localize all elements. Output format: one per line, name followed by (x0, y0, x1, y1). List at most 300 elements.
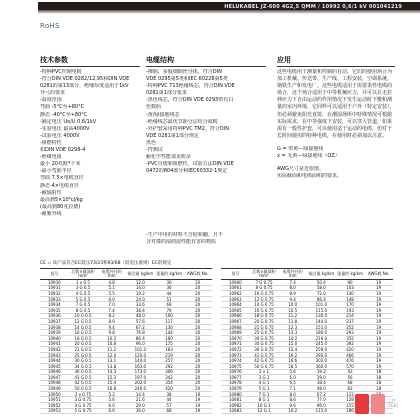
cell-copper: 302.0 (315, 358, 328, 364)
structure-line: -PVC自熄和阻燃性，试验方法DIN VDE (146, 161, 234, 168)
cell-diameter: 13.1 (107, 358, 117, 364)
cell-copper: 163.0 (134, 363, 147, 369)
cell-diameter: 7.4 (289, 279, 296, 285)
cell-part-no: 10966 (228, 313, 242, 319)
tech-params-list (40, 69, 140, 218)
structure-line: 0281第1部分要求 (146, 90, 187, 97)
cell-weight: 103 (346, 285, 354, 291)
cell-diameter: 14.3 (107, 369, 117, 375)
cell-part-no: 10936 (47, 313, 61, 319)
cell-part-no: 10948 (47, 380, 61, 386)
cell-weight: 38 (166, 391, 172, 397)
cell-weight: 214 (346, 313, 354, 319)
cell-diameter: 9.4 (108, 324, 115, 330)
tech-param-line: 静态 4×电缆直径 (40, 182, 79, 189)
application-section (277, 56, 395, 180)
cell-diameter: 16.2 (288, 352, 298, 358)
cell-cores: 16 G 0.75 (254, 307, 274, 313)
cell-awg: 19 (376, 318, 382, 324)
cell-diameter: 15.4 (288, 346, 298, 352)
cell-cores: 8 G 0.5 (75, 307, 91, 313)
cell-weight: 175 (165, 341, 173, 347)
cell-copper: 96.0 (316, 402, 326, 408)
cell-part-no: 10973 (228, 352, 242, 358)
structure-line: -特种PVC T13绝缘线芯，符合DIN VDE (146, 83, 235, 90)
cell-copper: 48.0 (135, 313, 145, 319)
fill-note: 实际截面和电缆面积的要求， (277, 173, 343, 180)
cell-part-no: 10980 (228, 391, 242, 397)
cell-awg: 20 (195, 369, 201, 375)
cell-weight: 292 (165, 363, 173, 369)
tech-param-line: -耐紫外线 (40, 210, 62, 217)
cell-awg: 18 (376, 380, 382, 386)
cell-diameter: 13.3 (288, 330, 298, 336)
cell-copper: 360.0 (315, 363, 328, 369)
cell-awg: 20 (195, 285, 201, 291)
cell-copper: 29.0 (316, 374, 326, 380)
cell-cores: 25 G 0.75 (254, 330, 274, 336)
structure-line: 0472的804部分和IEC60332-1规定 (146, 168, 228, 175)
cable-print-text: HELUKABEL JZ-600 4G2,5 QMM / 10992 0,6/1 kV 001041219 (224, 3, 402, 10)
ce-note: CE = 该产品符合EC低压73/23和93/68（低电压准则）EC的规定 (40, 261, 172, 266)
cell-weight: 257 (165, 358, 173, 364)
cell-diameter: 9.8 (108, 330, 115, 336)
cell-diameter: 7.0 (108, 302, 115, 308)
structure-line: 黑色 (146, 139, 157, 146)
cell-cores: 18 G 0.75 (254, 313, 274, 319)
cell-cores: 2 x 0.75 (74, 391, 92, 397)
cell-weight: 466 (346, 352, 354, 358)
cell-copper: 259.0 (315, 346, 328, 352)
cell-copper: 86.4 (135, 335, 145, 341)
structure-line (146, 183, 266, 190)
tech-params-section (40, 56, 140, 218)
cell-diameter: 10.0 (288, 302, 298, 308)
cell-weight: 130 (346, 290, 354, 296)
cell-awg: 19 (376, 335, 382, 341)
cell-copper: 101.0 (315, 302, 328, 308)
cell-weight: 476 (346, 358, 354, 364)
cell-part-no: 10938 (47, 324, 61, 330)
cell-part-no: 10939 (47, 330, 61, 336)
cell-part-no: 10930 (47, 279, 61, 285)
cell-weight: 160 (165, 335, 173, 341)
cell-cores: 50 G 0.5 (74, 386, 92, 392)
cell-cores: 14 G 0.75 (254, 302, 274, 308)
cell-awg: 18 (376, 386, 382, 392)
cell-cores: 21 G 0.5 (74, 346, 92, 352)
cell-diameter: 10.3 (107, 335, 117, 341)
cell-weight: 68 (347, 380, 353, 386)
structure-line (146, 225, 266, 232)
cell-copper: 19.2 (135, 290, 145, 296)
cell-cores: 25 G 0.5 (74, 352, 92, 358)
cell-copper: 216.0 (315, 335, 328, 341)
cell-awg: 20 (195, 279, 201, 285)
cell-diameter: 13.8 (107, 363, 117, 369)
cell-weight: 112 (346, 391, 354, 397)
cell-part-no: 10972 (228, 346, 242, 352)
table-row (40, 409, 212, 415)
cell-weight: 392 (346, 341, 354, 347)
cell-cores: 34 G 0.75 (254, 341, 274, 347)
cell-diameter: 10.2 (288, 408, 298, 414)
watermark-line: 工控 (388, 398, 396, 403)
cell-diameter: 7.1 (289, 386, 296, 392)
cell-part-no: 10940 (47, 335, 61, 341)
cell-weight: 51 (166, 296, 172, 302)
col-header-part-no: 货号 (50, 270, 59, 276)
cell-cores: 5 G 0.75 (74, 408, 92, 414)
section-divider (146, 66, 266, 67)
cell-weight: 420 (165, 386, 173, 392)
cell-cores: 4 G 1 (258, 380, 270, 386)
cell-weight: 237 (346, 318, 354, 324)
cell-cores: 21 G 0.75 (254, 324, 274, 330)
cell-part-no: 10983 (228, 408, 242, 414)
structure-line (146, 218, 266, 225)
cell-weight: 148 (346, 296, 354, 302)
cell-copper: 120.0 (134, 352, 147, 358)
cell-cores: 8 G 0.75 (255, 285, 273, 291)
cell-weight: 342 (165, 374, 173, 380)
cell-copper: 144.0 (315, 318, 328, 324)
cell-weight: 79 (166, 307, 172, 313)
col-header-diameter: 电缆外径约 mm (101, 268, 122, 278)
cell-part-no: 10976 (228, 369, 242, 375)
cell-diameter: 8.9 (289, 290, 296, 296)
cell-weight: 352 (346, 335, 354, 341)
tech-param-line: -耐辐射性 (40, 189, 62, 196)
col-header-awg: AWG数 No. (367, 270, 390, 276)
cell-awg: 18 (376, 374, 382, 380)
cell-awg: 20 (195, 352, 201, 358)
cell-cores: 41 G 0.75 (254, 352, 274, 358)
cell-diameter: 5.5 (108, 290, 115, 296)
cell-part-no: 10942 (47, 346, 61, 352)
cell-part-no: 10931 (47, 285, 61, 291)
cell-part-no: 10979 (228, 386, 242, 392)
tech-param-line: 弯曲 7.5×电缆直径 (40, 175, 84, 182)
cell-cores: 5 G 1 (258, 386, 270, 392)
table-header (40, 268, 212, 280)
cell-copper: 77.0 (316, 397, 326, 403)
cell-part-no: 10951 (47, 397, 61, 403)
col-header-cores: 芯数×截面积 mm² (252, 268, 276, 278)
cell-awg: 19 (376, 352, 382, 358)
structure-line: -黑色线芯，符合DIN VDE 0293带有白 (146, 97, 234, 104)
cell-part-no: 10935 (47, 307, 61, 313)
cable-structure-section (146, 56, 266, 246)
cell-awg: 19 (376, 302, 382, 308)
cell-part-no: 10933 (47, 296, 61, 302)
cell-cores: 2 x 0.5 (76, 279, 90, 285)
cell-diameter: 8.0 (289, 391, 296, 397)
cell-copper: 96.0 (135, 341, 145, 347)
cell-copper: 130.0 (315, 313, 328, 319)
cell-weight: 30 (166, 279, 172, 285)
cell-weight: 252 (346, 324, 354, 330)
cell-awg: 19 (376, 330, 382, 336)
cell-copper: 240.0 (134, 386, 147, 392)
tech-param-line: 最小 20兆欧*千米 (40, 161, 81, 168)
cell-awg: 19 (195, 391, 201, 397)
cell-weight: 57 (166, 402, 172, 408)
cell-part-no: 10968 (228, 324, 242, 330)
cell-weight: 306 (165, 369, 173, 375)
cell-copper: 245.0 (315, 341, 328, 347)
tech-param-line: (最高到80兆拉德) (40, 203, 81, 210)
cell-cores: 7 G 0.75 (255, 279, 273, 285)
cell-diameter: 8.6 (289, 397, 296, 403)
cell-copper: 72.0 (316, 290, 326, 296)
cell-copper: 50.4 (316, 279, 326, 285)
cell-copper: 115.0 (315, 408, 328, 414)
cell-awg: 20 (195, 290, 201, 296)
cell-part-no: 10964 (228, 302, 242, 308)
cable-structure-title: 电缆结构 (146, 56, 174, 64)
tech-param-line: -试验电压 4000V (40, 132, 80, 139)
cell-weight: 68 (166, 408, 172, 414)
cell-awg: 19 (376, 346, 382, 352)
cell-part-no: 10950 (47, 391, 61, 397)
legend-without-ground: x = 无黄—绿接地线（OZ） (277, 153, 340, 160)
cell-weight: 69 (166, 302, 172, 308)
cell-weight: 117 (165, 318, 173, 324)
cell-copper: 180.0 (315, 330, 328, 336)
cell-cores: 10 G 1 (257, 402, 271, 408)
cell-weight: 36 (166, 285, 172, 291)
cell-diameter: 9.4 (289, 296, 296, 302)
cell-part-no: 10960 (228, 279, 242, 285)
cell-diameter: 15.4 (107, 380, 117, 386)
cell-cores: 14 G 0.5 (74, 324, 92, 330)
application-paragraph: 这些电缆用于测量和控制的自动，它们的使用场合为加工机械、传送带、生产线、工程安装、空调系统，钢铁生产和发电厂，这些电缆适用于需要柔性电缆的场合，这个场合适用于中等机械应力，并可以在无拉伸应力下自由运动的作用情况下发生运动时下敷和测量的室内环境，它同样可以适用于户外（特定安装），但必须避免阳光直射，在潮湿场所中特殊情况可根据实际需求，在中等强度下安装，可以穿入管道，如果需有一般性护套，可以使用适于运动的电缆，但对于长时间使用的特种电缆，在使用时必须加以注意。 (277, 69, 395, 139)
cell-part-no: 10969 (228, 330, 242, 336)
cell-copper: 57.6 (135, 318, 145, 324)
cell-part-no: 10946 (47, 369, 61, 375)
cell-awg: 19 (195, 402, 201, 408)
cell-awg: 20 (195, 358, 201, 364)
cell-part-no: 10974 (228, 358, 242, 364)
cell-diameter: 6.0 (108, 296, 115, 302)
cell-part-no: 10945 (47, 363, 61, 369)
cell-copper: 38.4 (316, 380, 326, 386)
structure-line: -绝缘线芯最优节距分层绞合成缆 (146, 118, 218, 125)
cell-weight: 219 (165, 352, 173, 358)
structure-line: -外护套采用特种PVC TM2，符合DIN (146, 125, 229, 132)
cell-diameter: 15.2 (107, 374, 117, 380)
cell-awg: 20 (195, 363, 201, 369)
cell-awg: 20 (195, 346, 201, 352)
cell-weight: 293 (346, 330, 354, 336)
cell-weight: 43 (347, 369, 353, 375)
cell-awg: 20 (195, 335, 201, 341)
tech-param-line: -实验电压 最高4000V (40, 125, 90, 132)
cell-copper: 101.0 (134, 346, 147, 352)
cell-awg: 20 (195, 341, 201, 347)
cell-cores: 12 G 0.5 (74, 318, 92, 324)
cell-awg: 19 (376, 290, 382, 296)
cell-copper: 33.6 (135, 302, 145, 308)
cell-copper: 19.2 (316, 369, 326, 375)
cell-diameter: 15.0 (288, 341, 298, 347)
cell-cores: 7 G 1 (258, 391, 270, 397)
cell-diameter: 8.2 (108, 313, 115, 319)
cell-cores: 34 G 0.5 (74, 363, 92, 369)
table-body (40, 280, 212, 414)
cell-awg: 19 (376, 363, 382, 369)
cell-part-no: 10947 (47, 374, 61, 380)
cell-awg: 19 (376, 358, 382, 364)
cell-diameter: 18.5 (288, 363, 298, 369)
cell-cores: 42 G 0.75 (254, 358, 274, 364)
tech-param-line: -最小弯曲半径 (40, 168, 72, 175)
col-header-diameter: 电缆外径约 mm (282, 268, 303, 278)
cell-part-no: 10975 (228, 363, 242, 369)
cell-part-no: 10953 (47, 408, 61, 414)
structure-line (146, 175, 266, 182)
cell-weight: 100 (165, 313, 173, 319)
cell-copper: 67.2 (316, 391, 326, 397)
cell-diameter: 6.5 (289, 380, 296, 386)
cell-part-no: 10961 (228, 285, 242, 291)
cell-awg: 20 (195, 386, 201, 392)
cell-part-no: 10982 (228, 402, 242, 408)
structure-line (146, 190, 266, 197)
cell-awg: 20 (195, 318, 201, 324)
tech-params-title: 技术参数 (40, 56, 68, 64)
cell-cores: 3 G 0.75 (74, 397, 92, 403)
cell-cores: 41 G 0.5 (74, 374, 92, 380)
cell-cores: 10 G 0.5 (74, 313, 92, 319)
cell-part-no: 10941 (47, 341, 61, 347)
structure-line: 色数码 (146, 104, 162, 111)
section-divider (40, 66, 140, 67)
cell-awg: 19 (195, 408, 201, 414)
tech-param-line: -绝缘电阻 (40, 154, 62, 161)
cell-awg: 18 (376, 369, 382, 375)
cell-diameter: 11.2 (107, 346, 117, 352)
cell-cores: 36 G 0.5 (74, 369, 92, 375)
cell-copper: 197.0 (134, 374, 147, 380)
cell-awg: 20 (195, 307, 201, 313)
cell-cores: 30 G 0.5 (74, 358, 92, 364)
cell-awg: 19 (376, 307, 382, 313)
awg-note: AWG尺寸是近似值。 (277, 166, 324, 173)
section-divider (277, 66, 395, 67)
cell-cores: 36 G 0.75 (254, 346, 274, 352)
cell-part-no: 10971 (228, 341, 242, 347)
cell-copper: 58.0 (316, 285, 326, 291)
cell-diameter: 12.4 (107, 352, 117, 358)
cell-part-no: 10944 (47, 358, 61, 364)
cell-weight: 130 (165, 324, 173, 330)
structure-line: -裸铜，多股细铜丝导体，符合DIN (146, 69, 222, 75)
watermark-block (355, 394, 369, 414)
cell-copper: 173.0 (134, 369, 147, 375)
watermark-block (371, 394, 385, 414)
cell-copper: 48.0 (316, 386, 326, 392)
cell-copper: 38.4 (135, 307, 145, 313)
col-header-awg: AWG数 No. (186, 270, 209, 276)
cell-part-no: 10981 (228, 397, 242, 403)
cell-diameter: 10.8 (107, 341, 117, 347)
table-header (221, 268, 393, 280)
watermark-logo (355, 392, 417, 418)
tech-param-line: -特种PVC控制电缆 (40, 69, 82, 75)
cell-diameter: 6.6 (108, 408, 115, 414)
cell-cores: 30 G 0.75 (254, 335, 274, 341)
structure-line: -生产中用的材料不含硅和硼，且不 (146, 232, 223, 239)
cell-diameter: 5.6 (108, 397, 115, 403)
structure-line: -符测试 (146, 147, 163, 154)
cell-part-no: 10963 (228, 296, 242, 302)
col-header-copper: 铜含量 kg/km (127, 270, 154, 276)
tech-param-line: 如DIN VDE 0298-4 (40, 147, 86, 154)
cell-copper: 36.0 (135, 408, 145, 414)
cell-weight: 183 (165, 346, 173, 352)
cell-diameter: 7.4 (108, 307, 115, 313)
watermark-line: ZGKJ (388, 403, 398, 408)
cell-copper: 86.4 (316, 296, 326, 302)
cell-copper: 14.0 (135, 285, 145, 291)
structure-line (146, 204, 266, 211)
cell-copper: 202.0 (134, 380, 147, 386)
cell-part-no: 10943 (47, 352, 61, 358)
cell-cores: 7 G 0.5 (75, 302, 91, 308)
cell-diameter: 8.0 (289, 285, 296, 291)
structure-line (146, 197, 266, 204)
cell-awg: 19 (376, 279, 382, 285)
cell-cores: 2 x 1 (259, 369, 269, 375)
tech-param-line: 静态 -40°C至+80°C (40, 111, 88, 118)
cell-diameter: 5.6 (289, 369, 296, 375)
structure-line: VDE 0281第1部分规定 (146, 132, 199, 139)
cell-diameter: 12.3 (288, 324, 298, 330)
tech-param-line: -阻燃特性 (40, 139, 62, 146)
tech-param-line: 最高到5×10⁶cJ/kg (40, 196, 83, 203)
cell-copper: 12.0 (135, 279, 145, 285)
tech-param-line: 0281的第13部分，绝缘厚度适用于1kV (40, 83, 129, 90)
cell-diameter: 5.2 (108, 391, 115, 397)
cell-awg: 20 (195, 296, 201, 302)
cell-part-no: 10965 (228, 307, 242, 313)
cell-copper: 144.0 (134, 358, 147, 364)
cell-copper: 76.8 (135, 330, 145, 336)
cell-diameter: 6.0 (108, 402, 115, 408)
cell-awg: 20 (195, 330, 201, 336)
cell-cores: 5 G 0.5 (75, 296, 91, 302)
cell-copper: 14.4 (135, 391, 145, 397)
cell-weight: 193 (346, 307, 354, 313)
cell-part-no: 10934 (47, 302, 61, 308)
cell-cores: 16 G 0.5 (74, 330, 92, 336)
cell-cores: 4 G 0.5 (75, 290, 91, 296)
cell-weight: 44 (166, 290, 172, 296)
cell-cores: 10 G 0.75 (254, 290, 274, 296)
cell-part-no: 10932 (47, 290, 61, 296)
cell-awg: 19 (376, 285, 382, 291)
cell-copper: 67.2 (135, 324, 145, 330)
application-title: 应用 (277, 56, 291, 64)
cell-cores: 12 G 0.75 (254, 296, 274, 302)
cell-awg: 20 (195, 380, 201, 386)
cell-diameter: 9.6 (289, 402, 296, 408)
structure-line: 耐化学性能请见附录 (146, 154, 192, 161)
cell-diameter: 5.1 (108, 285, 115, 291)
cell-weight: 570 (346, 363, 354, 369)
